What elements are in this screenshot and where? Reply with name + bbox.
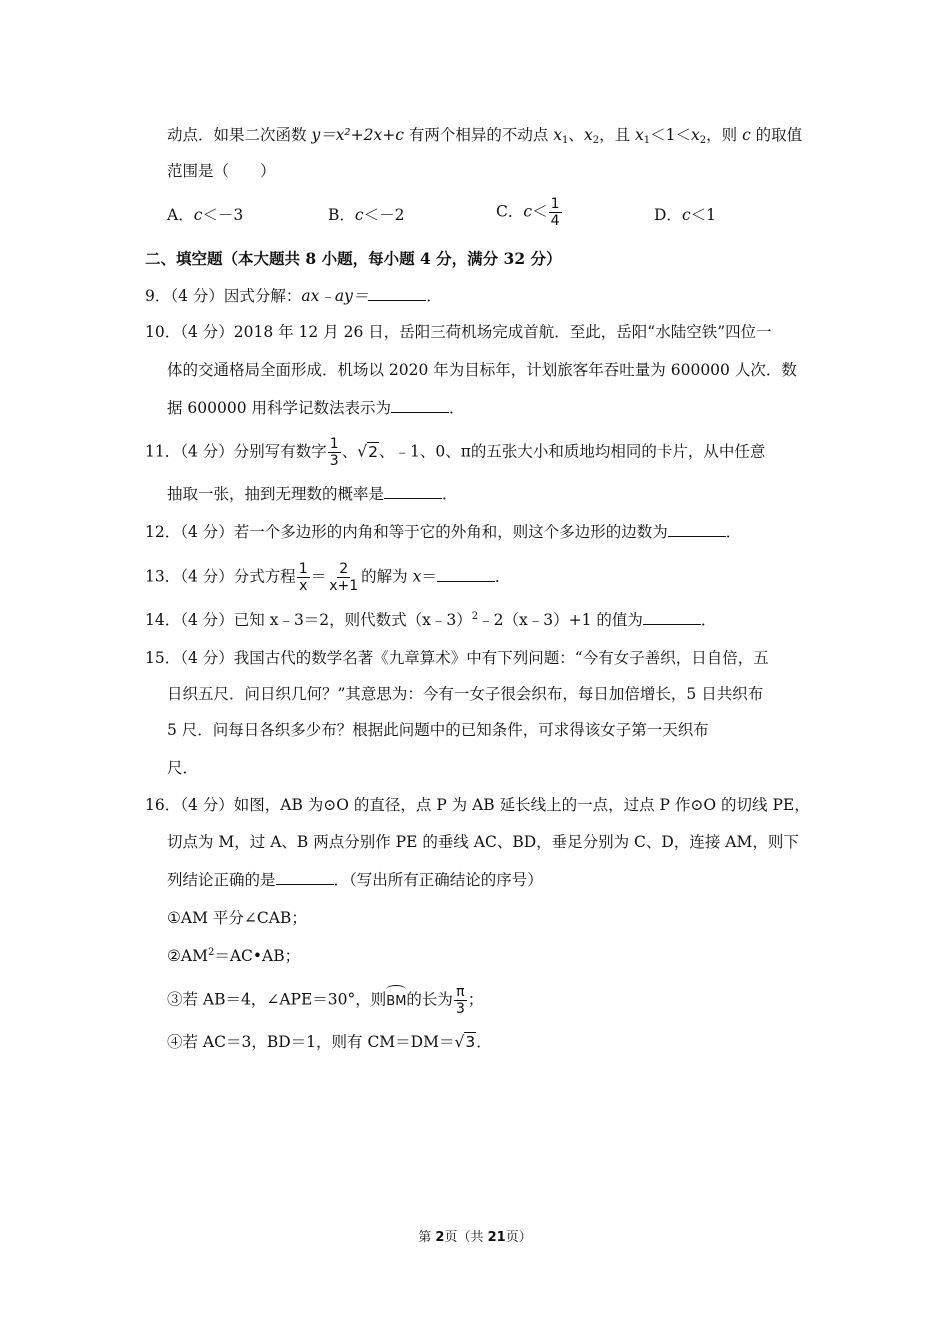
section-title: 二、填空题（本大题共 8 小题，每小题 4 分，满分 32 分） <box>145 249 562 268</box>
denominator: 4 <box>550 213 560 229</box>
text: 第 <box>418 1230 436 1245</box>
text: 14．（4 分）已知 <box>145 611 270 629</box>
label: B． <box>328 206 355 224</box>
inequality: ＜1＜ <box>650 126 691 144</box>
radicand: 3 <box>465 1033 476 1051</box>
var-c: c <box>742 126 751 144</box>
q8-line2: 范围是（ ） <box>167 162 276 180</box>
text: 的长为 <box>406 990 453 1009</box>
var-x2: x <box>583 126 593 144</box>
answer-blank[interactable] <box>368 286 426 301</box>
total-pages: 21 <box>487 1230 506 1245</box>
text: 、 <box>341 442 358 461</box>
sqrt-three: √3 <box>454 1033 476 1051</box>
var-x: x <box>412 567 422 586</box>
q8-line1 <box>167 124 802 146</box>
text: ④若 AC＝3，BD＝1，则有 CM＝DM＝ <box>167 1033 455 1051</box>
question-10-line3 <box>167 397 465 419</box>
text: ． <box>442 485 458 503</box>
fraction-one-fourth <box>549 196 562 229</box>
answer-blank[interactable] <box>276 870 334 885</box>
numerator: π <box>456 984 465 1000</box>
sub-1: 1 <box>643 135 651 146</box>
var-x1: x <box>553 126 563 144</box>
statement-3 <box>167 984 483 1017</box>
value: ＜－2 <box>363 206 405 224</box>
option-a <box>167 204 243 226</box>
text: ＝ <box>421 567 437 586</box>
sub-1: 1 <box>562 135 569 146</box>
radicand: 2 <box>368 442 378 461</box>
text: 12．（4 分）若一个多边形的内角和等于它的外角和，则这个多边形的边数为 <box>145 523 668 541</box>
var-c: c <box>681 206 691 224</box>
question-16-line2: 切点为 M，过 A、B 两点分别作 PE 的垂线 AC、BD，垂足分别为 C、D，连接 AM，则下 <box>167 833 799 851</box>
statement-4 <box>167 1031 492 1053</box>
text: 有两个相异的不动点 <box>408 126 554 144</box>
text: ． <box>426 287 442 305</box>
label: A． <box>167 206 194 224</box>
text: 抽取一张，抽到无理数的概率是 <box>167 485 385 503</box>
denominator: x <box>299 578 308 594</box>
sub-2: 2 <box>699 135 707 146</box>
answer-blank[interactable] <box>668 522 726 537</box>
text: 页） <box>505 1230 532 1245</box>
text: ，且 <box>599 126 635 144</box>
fraction-pi-over-3 <box>454 984 467 1017</box>
fraction-2-over-x-plus-1 <box>327 561 360 594</box>
question-10-line1: 10．（4 分）2018 年 12 月 26 日，岳阳三荷机场完成首航．至此，岳阳“水陆空铁”四位一 <box>145 323 772 341</box>
exponent: 2 <box>471 611 479 622</box>
question-14 <box>145 609 716 631</box>
text: 9．（4 分）因式分解： <box>145 287 302 305</box>
value: ＜ <box>532 202 548 221</box>
text: 、﹣1、0、π的五张大小和质地均相同的卡片，从中任意 <box>378 442 766 461</box>
question-9 <box>145 285 442 307</box>
text: x﹣3＝2，则代数式（x﹣3） <box>269 611 472 629</box>
answer-blank[interactable] <box>384 484 442 499</box>
text: ．（写出所有正确结论的序号） <box>333 871 543 889</box>
question-10-line2: 体的交通格局全面形成．机场以 2020 年为目标年，计划旅客年吞吐量为 600000 人次．数 <box>167 361 797 379</box>
denominator: x+1 <box>329 578 359 594</box>
text: ． <box>449 399 465 417</box>
numerator: 1 <box>329 436 339 452</box>
question-15-line3: 5 尺．问每日各织多少布？根据此问题中的已知条件，可求得该女子第一天织布 <box>167 721 709 739</box>
text: ﹣2（x﹣3）+1 的值为 <box>478 611 643 629</box>
question-15-line4: 尺． <box>167 759 199 777</box>
text: ②AM <box>167 947 208 965</box>
sep: 、 <box>568 126 584 144</box>
statement-2 <box>167 945 300 967</box>
option-d <box>654 204 716 226</box>
sub-2: 2 <box>592 135 600 146</box>
text: 的解为 <box>361 567 413 586</box>
question-11-line1 <box>145 436 765 469</box>
text: 页（共 <box>444 1230 488 1245</box>
answer-blank[interactable] <box>437 567 495 582</box>
text: ，则 <box>706 126 743 144</box>
page-number: 2 <box>435 1230 445 1245</box>
label: C． <box>496 202 524 221</box>
quadratic-function: y＝x²+2x+c <box>311 126 404 144</box>
fraction-one-third <box>328 436 341 469</box>
equals: ＝ <box>310 567 327 586</box>
var-x: x <box>635 126 644 144</box>
var-c: c <box>193 206 203 224</box>
text: ； <box>467 990 484 1009</box>
arc-bm: BM <box>386 991 406 1013</box>
numerator: 1 <box>298 561 308 577</box>
var-c: c <box>354 206 364 224</box>
text: 11．（4 分）分别写有数字 <box>145 442 327 461</box>
fraction-1-over-x <box>297 561 310 594</box>
label: D． <box>654 206 682 224</box>
text: 列结论正确的是 <box>167 871 276 889</box>
text: 的取值 <box>750 126 803 144</box>
option-b <box>328 204 404 226</box>
numerator: 1 <box>550 196 560 212</box>
question-16-line3 <box>167 869 543 891</box>
expression: ax﹣ay＝ <box>301 287 369 305</box>
answer-blank[interactable] <box>643 610 701 625</box>
exponent: 2 <box>207 947 215 958</box>
question-15-line1: 15．（4 分）我国古代的数学名著《九章算术》中有下列问题：“今有女子善织，日自倍，五 <box>145 649 769 667</box>
question-15-line2: 日织五尺．问日织几何？”其意思为：今有一女子很会织布，每日加倍增长，5 日共织布 <box>167 685 764 703</box>
value: ＜－3 <box>202 206 244 224</box>
question-16-line1: 16．（4 分）如图，AB 为⊙O 的直径，点 P 为 AB 延长线上的一点，过点 P 作⊙O 的切线 PE， <box>145 796 810 814</box>
denominator: 3 <box>455 1001 465 1017</box>
answer-blank[interactable] <box>391 398 449 413</box>
text: 动点．如果二次函数 <box>167 126 312 144</box>
text: ． <box>725 523 742 541</box>
q8-options <box>0 196 950 237</box>
value: ＜1 <box>690 206 716 224</box>
text: ． <box>494 567 511 586</box>
page-footer <box>0 1226 950 1245</box>
text: 据 600000 用科学记数法表示为 <box>167 399 392 417</box>
var-x: x <box>691 126 700 144</box>
question-11-line2 <box>167 483 458 505</box>
question-13 <box>145 561 510 594</box>
var-c: c <box>523 202 533 221</box>
text: ． <box>700 611 717 629</box>
statement-1: ①AM 平分∠CAB； <box>167 909 307 927</box>
text: ． <box>476 1033 492 1051</box>
question-12 <box>145 521 741 543</box>
sqrt-two: √2 <box>357 442 378 461</box>
numerator: 2 <box>339 561 349 577</box>
denominator: 3 <box>329 453 339 469</box>
text: ③若 AB＝4，∠APE＝30°，则 <box>167 990 387 1009</box>
text: 13．（4 分）分式方程 <box>145 567 296 586</box>
text: ＝AC•AB； <box>214 947 301 965</box>
option-c <box>496 196 563 229</box>
